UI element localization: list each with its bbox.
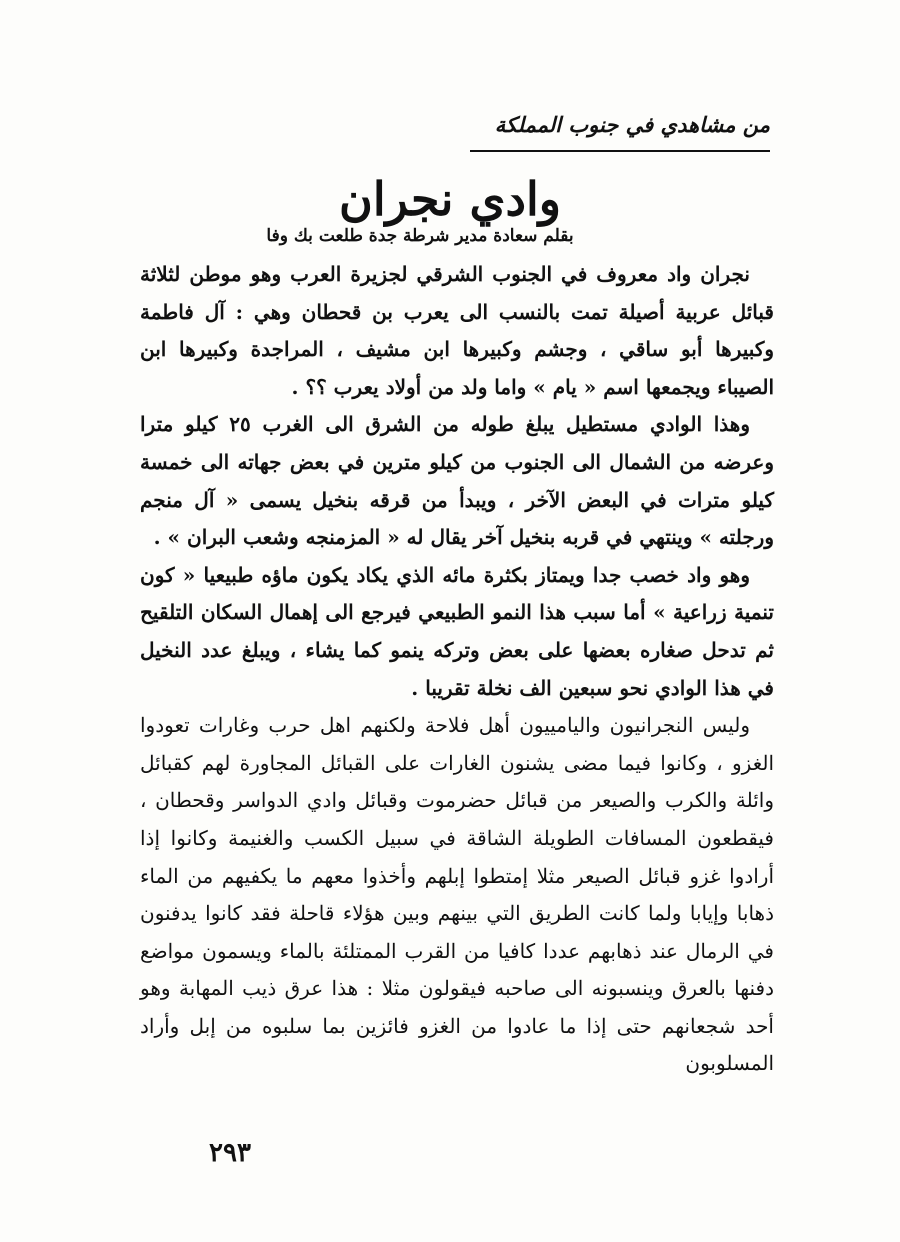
page-number: ٢٩٣ — [209, 1138, 251, 1168]
section-heading: من مشاهدي في جنوب المملكة — [494, 112, 770, 137]
paragraph-1: نجران واد معروف في الجنوب الشرقي لجزيرة العرب وهو موطن لثلاثة قبائل عربية أصيلة تمت بالنسب الى يعرب بن قحطان وهي : آل فاطمة وكبيرها أبو ساقي ، وجشم وكبيرها ابن مشيف ، المراجدة وكبيرها ابن الصيباء ويجمعها اسم « يام » واما ولد من أولاد يعرب ؟؟ . — [140, 262, 774, 399]
paragraph-3: وهو واد خصب جدا ويمتاز بكثرة مائه الذي يكاد يكون ماؤه طبيعيا « كون تنمية زراعية » أما سبب هذا النمو الطبيعي فيرجع الى إهمال السكان التلقيح ثم تدحل صغاره بعضها على بعض وتركه ينمو كما يشاء ، ويبلغ عدد النخيل في هذا الوادي نحو سبعين الف نخلة تقريبا . — [140, 562, 774, 700]
paragraph-2: وهذا الوادي مستطيل يبلغ طوله من الشرق الى الغرب ٢٥ كيلو مترا وعرضه من الشمال الى الجنوب من كيلو مترين في بعض جهاته الى خمسة كيلو مترات في البعض الآخر ، ويبدأ من قرقه بنخيل يسمى « آل منجم ورجلته » وينتهي في قربه بنخيل آخر يقال له « المزمنجه وشعب البران » . — [140, 412, 774, 550]
heading-underline — [470, 150, 770, 152]
article-body — [140, 256, 774, 1083]
author-byline: بقلم سعادة مدير شرطة جدة طلعت بك وفا — [266, 226, 574, 246]
article-title: وادي نجران — [339, 172, 561, 226]
paragraph-4: وليس النجرانيون واليامييون أهل فلاحة ولكنهم اهل حرب وغارات تعودوا الغزو ، وكانوا فيما مضى يشنون الغارات على القبائل المجاورة لهم كقبائل وائلة والكرب والصيعر من قبائل حضرموت وقبائل وادي الدواسر وقحطان ، فيقطعون المسافات الطويلة الشاقة في سبيل الكسب والغنيمة وكانوا إذا أرادوا غزو قبائل الصيعر مثلا إمتطوا إبلهم وأخذوا معهم ما يكفيهم من الماء ذهابا وإيابا ولما كانت الطريق التي بينهم وبين هؤلاء قاحلة فقد كانوا يدفنون في الرمال عند ذهابهم عددا كافيا من القرب الممتلئة بالماء ويسمون مواضع دفنها بالعرق وينسبونه الى صاحبه فيقولون مثلا : هذا عرق ذيب المهابة وهو أحد شجعانهم حتى إذا ما عادوا من الغزو فائزين بما سلبوه من إبل وأراد المسلوبون — [140, 713, 774, 1076]
